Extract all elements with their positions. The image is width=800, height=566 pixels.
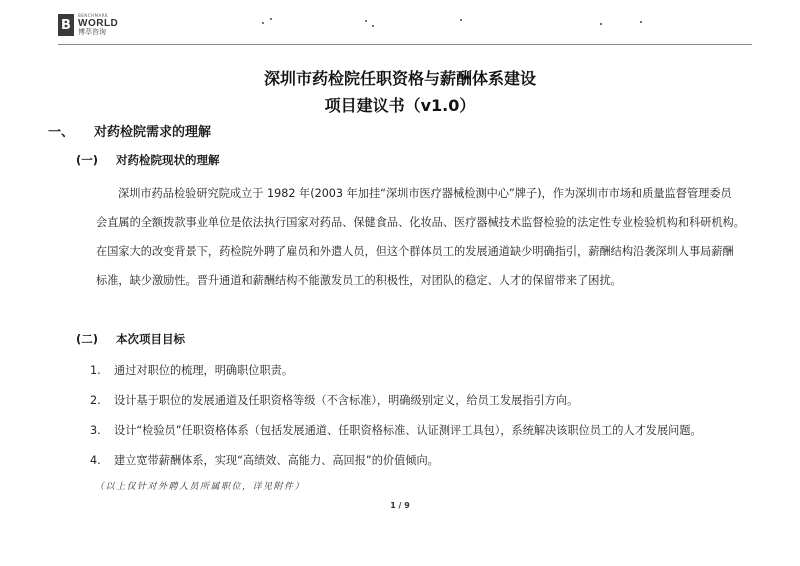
logo-big-text: WORLD: [78, 18, 119, 29]
list-item-number: 1.: [90, 363, 101, 377]
subsection-heading-1: [76, 152, 220, 168]
list-item-number: 3.: [90, 423, 101, 437]
company-logo: [58, 14, 118, 36]
document-title: 深圳市药检院任职资格与薪酬体系建设: [263, 69, 536, 88]
list-item-text: 通过对职位的梳理，明确职位职责。: [114, 364, 294, 377]
list-item: [90, 415, 770, 445]
paragraph-line: 标准，缺少激励性。晋升通道和薪酬结构不能激发员工的积极性，对团队的稳定、人才的保留带来了困扰。: [96, 274, 622, 287]
list-item-text: 设计基于职位的发展通道及任职资格等级（不含标准），明确级别定义，给员工发展指引方向。: [114, 394, 579, 407]
logo-chinese-text: 博萃咨询: [78, 28, 106, 36]
handwritten-note: （以上仅针对外聘人员所属职位，详见附件）: [95, 482, 306, 492]
scan-speck: [640, 21, 642, 23]
scan-speck: [270, 18, 272, 20]
subsection-number: (二): [76, 332, 99, 346]
subsection-title: 对药检院现状的理解: [116, 153, 220, 167]
document-subtitle: 项目建议书（v1.0）: [324, 96, 476, 115]
list-item: [90, 385, 770, 415]
list-item: [90, 445, 770, 475]
list-item: [90, 355, 770, 385]
header-divider: [58, 44, 752, 45]
section-title: 对药检院需求的理解: [94, 125, 212, 140]
list-item-text: 设计“检验员”任职资格体系（包括发展通道、任职资格标准、认证测评工具包），系统解决该职位员工的人才发展问题。: [114, 424, 702, 437]
scan-speck: [600, 23, 602, 25]
logo-text: [78, 14, 118, 36]
list-item-number: 4.: [90, 453, 101, 467]
logo-small-text: BENCHMARK: [78, 13, 109, 18]
subsection-heading-2: [76, 331, 185, 347]
page-number: 1 / 9: [390, 501, 410, 510]
scan-speck: [262, 22, 264, 24]
scan-speck: [372, 25, 374, 27]
section-heading-1: [48, 121, 211, 140]
current-status-paragraph: [96, 179, 756, 295]
list-item-text: 建立宽带薪酬体系，实现“高绩效、高能力、高回报”的价值倾向。: [114, 454, 439, 467]
logo-mark-icon: B: [58, 14, 74, 36]
paragraph-line: 会直属的全额拨款事业单位是依法执行国家对药品、保健食品、化妆品、医疗器械技术监督检验的法定性专业检验机构和科研机构。: [96, 216, 745, 229]
section-number: 一、: [48, 125, 75, 140]
subsection-number: (一): [76, 153, 99, 167]
paragraph-line: 在国家大的改变背景下，药检院外聘了雇员和外遣人员，但这个群体员工的发展通道缺少明确指引，薪酬结构沿袭深圳人事局薪酬: [96, 245, 734, 258]
scan-speck: [365, 20, 367, 22]
subsection-title: 本次项目目标: [116, 332, 185, 346]
project-goals-list: [90, 355, 770, 475]
paragraph-line: 深圳市药品检验研究院成立于 1982 年(2003 年加挂“深圳市医疗器械检测中心”牌子)，作为深圳市市场和质量监督管理委员: [118, 187, 732, 200]
list-item-number: 2.: [90, 393, 101, 407]
scan-speck: [460, 19, 462, 21]
